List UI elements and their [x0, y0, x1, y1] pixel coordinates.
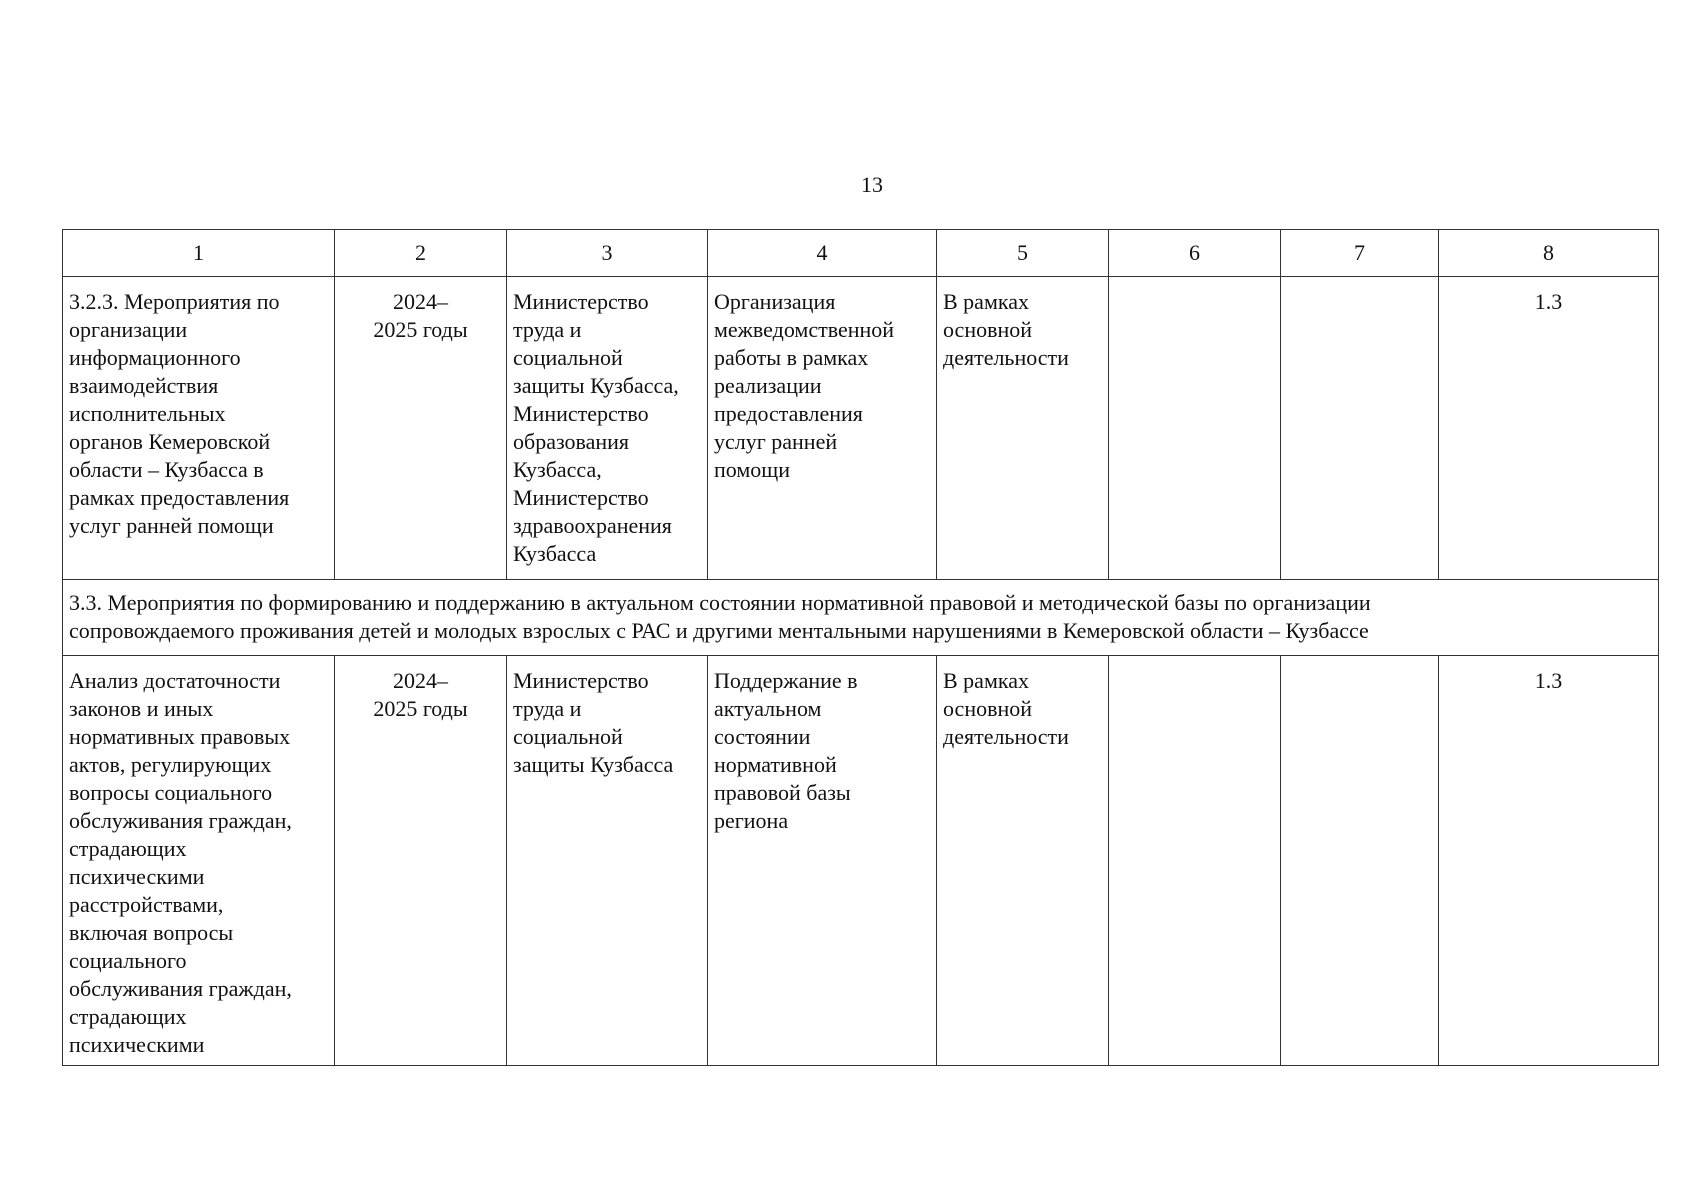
column-header: 6 — [1109, 230, 1281, 277]
col6-cell — [1109, 277, 1281, 580]
result: Поддержание в актуальном состоянии нормативной правовой базы региона — [714, 668, 858, 833]
activity-name-cell — [63, 656, 335, 1066]
column-header: 5 — [937, 230, 1109, 277]
responsible-cell — [507, 656, 708, 1066]
period-cell — [335, 277, 507, 580]
column-header: 4 — [708, 230, 937, 277]
activity-name: 3.2.3. Мероприятия по организации информационного взаимодействия исполнительных органов Кемеровской области – Кузбасса в рамках предоставления услуг ранней помощи — [69, 289, 290, 538]
section-heading: 3.3. Мероприятия по формированию и поддержанию в актуальном состоянии нормативной правовой и методической базы по организации сопровождаемого проживания детей и молодых взрослых с РАС и другими ментальными нарушениями в Кемеровской области – Кузбассе — [69, 590, 1371, 643]
responsible: Министерство труда и социальной защиты Кузбасса — [513, 668, 674, 777]
section-heading-cell — [63, 580, 1659, 656]
funding-cell — [937, 656, 1109, 1066]
period-cell — [335, 656, 507, 1066]
period: 2024– 2025 годы — [373, 668, 468, 721]
col6-cell — [1109, 656, 1281, 1066]
plan-table — [62, 229, 1659, 1066]
column-number-row — [63, 230, 1659, 277]
funding-cell — [937, 277, 1109, 580]
period: 2024– 2025 годы — [373, 289, 468, 342]
table-row — [63, 656, 1659, 1066]
result-cell — [708, 656, 937, 1066]
activity-name: Анализ достаточности законов и иных нормативных правовых актов, регулирующих вопросы социального обслуживания граждан, страдающих психическими расстройствами, включая вопросы социального обслуживания граждан, страдающих психическими — [69, 668, 292, 1057]
column-header: 7 — [1281, 230, 1439, 277]
result: Организация межведомственной работы в рамках реализации предоставления услуг ранней помощи — [714, 289, 895, 482]
activity-name-cell — [63, 277, 335, 580]
table-row — [63, 277, 1659, 580]
section-heading-row — [63, 580, 1659, 656]
col7-cell — [1281, 277, 1439, 580]
col7-cell — [1281, 656, 1439, 1066]
indicator-cell: 1.3 — [1439, 656, 1659, 1066]
column-header: 2 — [335, 230, 507, 277]
indicator-cell: 1.3 — [1439, 277, 1659, 580]
funding: В рамках основной деятельности — [943, 289, 1069, 370]
page-number: 13 — [861, 172, 883, 197]
responsible: Министерство труда и социальной защиты Кузбасса, Министерство образования Кузбасса, Министерство здравоохранения Кузбасса — [513, 289, 679, 566]
result-cell — [708, 277, 937, 580]
responsible-cell — [507, 277, 708, 580]
column-header: 8 — [1439, 230, 1659, 277]
funding: В рамках основной деятельности — [943, 668, 1069, 749]
column-header: 1 — [63, 230, 335, 277]
column-header: 3 — [507, 230, 708, 277]
